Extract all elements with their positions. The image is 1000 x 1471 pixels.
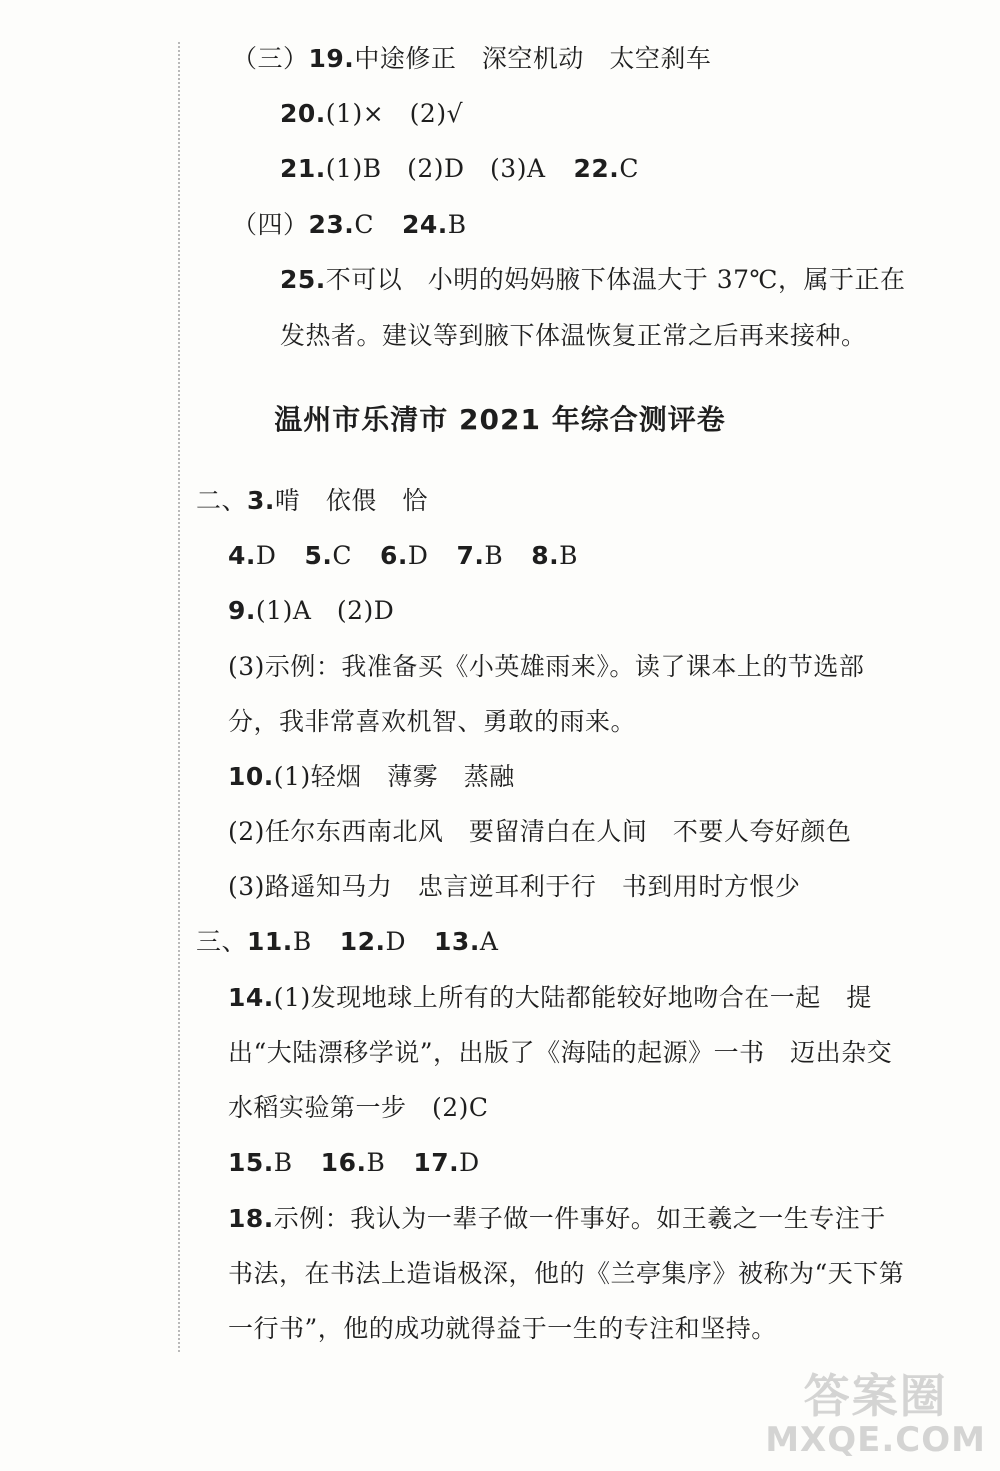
q18-answer: 示例：我认为一辈子做一件事好。如王羲之一生专注于 <box>273 1204 886 1233</box>
q7-number: 7. <box>456 541 485 570</box>
q16-answer: B <box>366 1148 386 1177</box>
answer-9 <box>228 596 394 626</box>
q10-number: 10. <box>228 762 274 791</box>
q14-answer-line2: 出“大陆漂移学说”，出版了《海陆的起源》一书 迈出杂交 <box>228 1038 893 1067</box>
q10-answer-line2: (2)任尔东西南北风 要留清白在人间 不要人夸好颜色 <box>228 817 852 846</box>
answer-18-line3 <box>228 1314 777 1344</box>
q17-number: 17. <box>413 1148 460 1177</box>
q11-number: 11. <box>247 927 293 956</box>
q25-answer-line2: 发热者。建议等到腋下体温恢复正常之后再来接种。 <box>280 321 867 350</box>
answer-3 <box>196 486 428 516</box>
q8-number: 8. <box>531 541 560 570</box>
q25-number: 25. <box>280 265 326 294</box>
q19-answer: 中途修正 深空机动 太空刹车 <box>354 44 712 73</box>
q24-number: 24. <box>401 210 448 239</box>
answer-25-line2 <box>280 321 867 351</box>
watermark-logo-text: 答案圈 <box>803 1369 948 1423</box>
q24-answer: B <box>447 210 467 239</box>
exam-title: 温州市乐清市 2021 年综合测评卷 <box>274 403 726 436</box>
q9-answer: (1)A (2)D <box>255 596 395 625</box>
q15-number: 15. <box>228 1148 274 1177</box>
answer-4-8 <box>228 541 578 571</box>
q20-answer: (1)× (2)√ <box>325 99 463 128</box>
watermark-url: MXQE.COM <box>765 1420 986 1460</box>
answer-14 <box>228 983 872 1013</box>
answer-10-line3 <box>228 872 800 902</box>
answer-23-24 <box>232 210 467 240</box>
q25-answer-line1: 不可以 小明的妈妈腋下体温大于 37℃，属于正在 <box>325 265 906 294</box>
q6-number: 6. <box>380 541 408 570</box>
q18-answer-line3: 一行书”，他的成功就得益于一生的专注和坚持。 <box>228 1314 777 1343</box>
answer-14-line2 <box>228 1038 892 1068</box>
q12-number: 12. <box>339 927 386 956</box>
section-4-label: （四） <box>232 210 309 239</box>
q9-answer-line2: (3)示例：我准备买《小英雄雨来》。读了课本上的节选部 <box>228 652 865 681</box>
q21-answer: (1)B (2)D (3)A <box>325 154 546 183</box>
section-2-label: 二、 <box>196 486 248 515</box>
q11-answer: B <box>292 927 312 956</box>
q7-answer: B <box>484 541 504 570</box>
binding-margin-rule <box>178 42 180 1352</box>
q22-number: 22. <box>573 154 620 183</box>
answer-18-line2 <box>228 1259 904 1289</box>
site-watermark <box>765 1371 986 1459</box>
q15-answer: B <box>273 1148 293 1177</box>
answer-21-22 <box>280 154 639 184</box>
q22-answer: C <box>619 154 639 183</box>
q4-number: 4. <box>228 541 256 570</box>
q5-number: 5. <box>304 541 333 570</box>
answer-15-17 <box>228 1148 480 1178</box>
answer-10 <box>228 762 515 792</box>
section-3-label: （三） <box>232 44 309 73</box>
q20-number: 20. <box>280 99 326 128</box>
q3-answer: 啃 依偎 恰 <box>274 486 428 515</box>
q23-number: 23. <box>308 210 355 239</box>
section-3-cn-label: 三、 <box>196 927 248 956</box>
answer-11-13 <box>196 927 498 957</box>
q8-answer: B <box>559 541 579 570</box>
answer-25-line1 <box>280 265 906 295</box>
q13-number: 13. <box>434 927 480 956</box>
q17-answer: D <box>459 1148 480 1177</box>
q23-answer: C <box>354 210 374 239</box>
q16-number: 16. <box>320 1148 367 1177</box>
q14-answer-line3: 水稻实验第一步 (2)C <box>228 1093 489 1122</box>
answer-19 <box>232 44 711 74</box>
q10-answer: (1)轻烟 薄雾 蒸融 <box>273 762 515 791</box>
q9-number: 9. <box>228 596 256 625</box>
q14-number: 14. <box>228 983 274 1012</box>
answer-18 <box>228 1204 886 1234</box>
q12-answer: D <box>385 927 407 956</box>
q5-answer: C <box>332 541 352 570</box>
q18-answer-line2: 书法，在书法上造诣极深，他的《兰亭集序》被称为“天下第 <box>228 1259 905 1288</box>
answer-9-line3 <box>228 707 636 737</box>
q6-answer: D <box>407 541 429 570</box>
answer-14-line3 <box>228 1093 489 1123</box>
q19-number: 19. <box>308 44 355 73</box>
q4-answer: D <box>255 541 277 570</box>
q9-answer-line3: 分，我非常喜欢机智、勇敢的雨来。 <box>228 707 637 736</box>
q13-answer: A <box>479 927 499 956</box>
q3-number: 3. <box>247 486 275 515</box>
q21-number: 21. <box>280 154 326 183</box>
q14-answer: (1)发现地球上所有的大陆都能较好地吻合在一起 提 <box>273 983 872 1012</box>
answer-20 <box>280 99 463 129</box>
q10-answer-line3: (3)路遥知马力 忠言逆耳利于行 书到用时方恨少 <box>228 872 801 901</box>
answer-9-line2 <box>228 652 864 682</box>
q18-number: 18. <box>228 1204 274 1233</box>
answer-10-line2 <box>228 817 851 847</box>
